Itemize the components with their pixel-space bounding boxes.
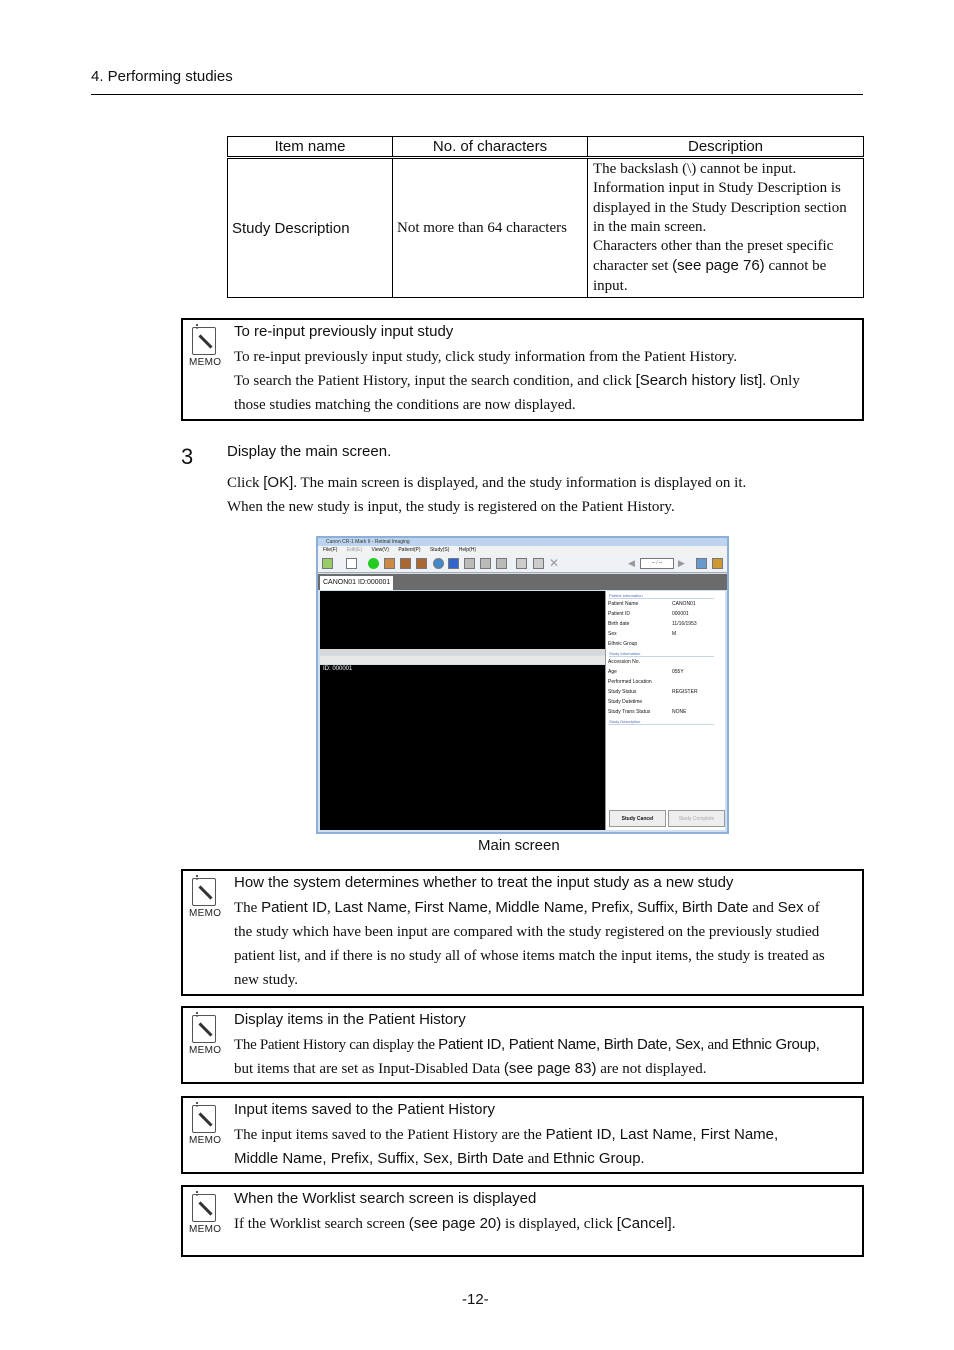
- field-names: Patient ID, Patient Name, Birth Date, Sex,: [438, 1036, 705, 1053]
- memo-label: MEMO: [189, 1045, 222, 1056]
- tool-icon[interactable]: [464, 558, 475, 569]
- memo-line: [234, 1123, 859, 1147]
- viewer-id-label: ID: 000001: [323, 666, 353, 672]
- page-reference: (see page 83): [503, 1060, 597, 1077]
- capture-status-icon[interactable]: [368, 558, 379, 569]
- print-icon[interactable]: [516, 558, 527, 569]
- field-name: Patient ID: [261, 899, 327, 916]
- col-header-item-name: Item name: [228, 137, 393, 158]
- viewer-scrollbar[interactable]: [320, 649, 605, 655]
- memo-text: ,: [674, 900, 682, 916]
- memo-line: [234, 369, 859, 393]
- export-icon[interactable]: [533, 558, 544, 569]
- table-header-row: [228, 137, 864, 158]
- info-row: [606, 599, 725, 609]
- study-info-section-title: Study Information: [609, 651, 714, 657]
- menu-edit[interactable]: Edit(E): [346, 547, 363, 553]
- memo-icon: [189, 327, 221, 368]
- layout-3-icon[interactable]: [416, 558, 427, 569]
- memo-text: The: [234, 900, 262, 916]
- memo-text: and: [704, 1037, 732, 1053]
- info-row: [606, 609, 725, 619]
- memo-text: and: [523, 1151, 554, 1167]
- step-number: 3: [181, 444, 194, 469]
- info-value: 055Y: [672, 669, 684, 675]
- menu-patient[interactable]: Patient(P): [398, 547, 421, 553]
- screenshot-caption: Main screen: [478, 837, 560, 854]
- memo-line: patient list, and if there is no study all of whose items match the input items, the study is treated as: [234, 948, 825, 964]
- table-row: [228, 158, 864, 298]
- patient-tab-bar: [318, 574, 727, 590]
- item-table: [227, 136, 864, 298]
- step-text: . The main screen is displayed, and the study information is displayed on it.: [293, 475, 747, 491]
- desc-line: [593, 256, 858, 276]
- memo-text: .: [671, 1216, 676, 1232]
- menu-bar: [318, 546, 727, 555]
- info-label: Performed Location: [608, 679, 652, 685]
- info-value: NONE: [672, 709, 687, 715]
- step-line: When the new study is input, the study is registered on the Patient History.: [227, 499, 675, 515]
- info-row: [606, 707, 725, 717]
- desc-line: The backslash (\) cannot be input.: [593, 160, 797, 177]
- memo-label: MEMO: [189, 1135, 222, 1146]
- memo-title: Input items saved to the Patient History: [234, 1101, 495, 1118]
- info-value: 000001: [672, 611, 689, 617]
- menu-help[interactable]: Help(H): [458, 547, 477, 553]
- memo-label: MEMO: [189, 357, 222, 368]
- memo-text: If the Worklist search screen: [234, 1216, 409, 1232]
- info-row: [606, 677, 725, 687]
- memo-new-study-determination: [181, 869, 864, 996]
- memo-text: The input items saved to the Patient History are the: [234, 1127, 546, 1143]
- memo-body: [234, 1033, 859, 1081]
- memo-text: of: [803, 900, 820, 916]
- field-name: First Name: [414, 899, 488, 916]
- memo-saved-input-items: [181, 1096, 864, 1174]
- layout-1-icon[interactable]: [384, 558, 395, 569]
- desc-text: cannot be: [764, 258, 827, 275]
- step-text: Click: [227, 475, 264, 491]
- memo-line: [234, 896, 859, 920]
- viewer-toolbar: [320, 656, 605, 664]
- thumbnail-viewer: [320, 591, 605, 649]
- memo-icon: [189, 1194, 221, 1235]
- desc-line: displayed in the Study Description section: [593, 199, 847, 216]
- layout-2-icon[interactable]: [400, 558, 411, 569]
- delete-icon[interactable]: ✕: [549, 556, 560, 570]
- memo-label: MEMO: [189, 1224, 222, 1235]
- memo-text: The Patient History can display the: [234, 1037, 439, 1053]
- page-number: -12-: [462, 1291, 489, 1308]
- memo-body: [234, 896, 859, 992]
- memo-body: [234, 1123, 859, 1171]
- worklist-icon[interactable]: [448, 558, 459, 569]
- menu-view[interactable]: View(V): [371, 547, 389, 553]
- toolbar: [318, 555, 727, 573]
- info-label: Study Trans Status: [608, 709, 651, 715]
- memo-icon: [189, 1015, 221, 1056]
- memo-body: [234, 1212, 859, 1236]
- memo-text: ,: [407, 900, 415, 916]
- col-header-description: Description: [588, 137, 864, 158]
- memo-line: those studies matching the conditions are now displayed.: [234, 397, 576, 413]
- info-label: Study Status: [608, 689, 637, 695]
- field-names: Patient ID, Last Name, First Name,: [545, 1126, 779, 1143]
- field-name: Sex: [777, 899, 804, 916]
- info-value: REGISTER: [672, 689, 698, 695]
- step-line: [227, 471, 857, 495]
- info-value: CANON01: [672, 601, 696, 607]
- info-row: [606, 697, 725, 707]
- menu-study[interactable]: Study(S): [429, 547, 450, 553]
- cell-item-name: Study Description: [228, 158, 393, 298]
- memo-text: but items that are set as Input-Disabled Data: [234, 1061, 504, 1077]
- memo-line: To re-input previously input study, click study information from the Patient History.: [234, 349, 738, 365]
- study-description-section-title: Study Description: [609, 719, 714, 725]
- info-label: Birth date: [608, 621, 630, 627]
- memo-text: and: [748, 900, 778, 916]
- memo-patient-history-display: [181, 1006, 864, 1084]
- col-header-characters: No. of characters: [393, 137, 588, 158]
- memo-text: ,: [629, 900, 638, 916]
- cancel-ref: [Cancel]: [616, 1215, 672, 1232]
- desc-line: input.: [593, 277, 628, 294]
- field-names: Middle Name, Prefix, Suffix, Sex, Birth Date: [234, 1150, 524, 1167]
- desc-line: in the main screen.: [593, 218, 707, 235]
- tool-icon[interactable]: [480, 558, 491, 569]
- search-icon[interactable]: [433, 558, 444, 569]
- step-title: Display the main screen.: [227, 443, 392, 460]
- memo-title: How the system determines whether to treat the input study as a new study: [234, 874, 734, 891]
- memo-line: [234, 1057, 859, 1081]
- info-row: [606, 619, 725, 629]
- cell-description: [588, 158, 864, 298]
- info-value: 11/16/1953: [672, 621, 697, 627]
- info-label: Accession No.: [608, 659, 640, 665]
- main-screen-screenshot: [316, 536, 729, 834]
- field-name: Birth Date: [681, 899, 749, 916]
- patient-tab[interactable]: CANON01 ID:000001: [320, 576, 393, 590]
- memo-text: To search the Patient History, input the search condition, and click: [234, 373, 636, 389]
- memo-worklist-search: [181, 1185, 864, 1257]
- memo-label: MEMO: [189, 908, 222, 919]
- memo-title: When the Worklist search screen is displayed: [234, 1190, 537, 1207]
- memo-title: To re-input previously input study: [234, 323, 454, 340]
- new-study-icon[interactable]: [322, 558, 333, 569]
- memo-line: [234, 1212, 859, 1236]
- menu-file[interactable]: File(F): [323, 547, 338, 553]
- field-name: Middle Name: [495, 899, 584, 916]
- info-row: [606, 639, 725, 649]
- page-reference: (see page 20): [408, 1215, 502, 1232]
- image-viewer: [320, 665, 605, 830]
- section-header: 4. Performing studies: [91, 68, 233, 85]
- info-label: Patient Name: [608, 601, 639, 607]
- memo-text: .: [640, 1151, 645, 1167]
- info-label: Ethnic Group: [608, 641, 638, 647]
- memo-text: ,: [487, 900, 496, 916]
- memo-text: is displayed, click: [501, 1216, 617, 1232]
- info-value: M: [672, 631, 677, 637]
- field-name: Prefix: [591, 899, 630, 916]
- info-row: [606, 667, 725, 677]
- settings-icon[interactable]: [696, 558, 707, 569]
- info-row: [606, 687, 725, 697]
- field-name: Ethnic Group,: [731, 1036, 820, 1053]
- info-label: Sex: [608, 631, 617, 637]
- step-body: [227, 471, 857, 519]
- tool-icon[interactable]: [496, 558, 507, 569]
- header-rule: [91, 94, 863, 95]
- memo-title: Display items in the Patient History: [234, 1011, 466, 1028]
- memo-line: [234, 1033, 859, 1057]
- memo-line: the study which have been input are compared with the study registered on the previously studied: [234, 924, 820, 940]
- nav-field[interactable]: -- / --: [640, 558, 674, 569]
- study-cancel-button[interactable]: Study Cancel: [609, 810, 666, 827]
- memo-icon: [189, 878, 221, 919]
- study-info-panel: [605, 591, 725, 830]
- memo-line: new study.: [234, 972, 299, 988]
- page-reference: (see page 76): [672, 257, 765, 275]
- exit-icon[interactable]: [712, 558, 723, 569]
- field-name: Last Name: [334, 899, 407, 916]
- window-titlebar: Canon CR-1 Mark II - Retinal Imaging: [318, 538, 727, 546]
- info-row: [606, 629, 725, 639]
- field-name: Suffix: [637, 899, 675, 916]
- cell-characters: Not more than 64 characters: [393, 158, 588, 298]
- desc-line: Characters other than the preset specific: [593, 238, 834, 255]
- ok-ref: [OK]: [263, 474, 294, 491]
- memo-text: ,: [326, 900, 335, 916]
- memo-text: . Only: [762, 373, 800, 389]
- study-complete-button[interactable]: Study Complete: [668, 810, 725, 827]
- info-label: Patient ID: [608, 611, 630, 617]
- patient-info-section-title: Patient Information: [609, 593, 714, 599]
- memo-icon: [189, 1105, 221, 1146]
- memo-text: ,: [583, 900, 592, 916]
- info-label: Age: [608, 669, 617, 675]
- info-label: Study Datetime: [608, 699, 643, 705]
- memo-line: [234, 1147, 859, 1171]
- memo-text: are not displayed.: [596, 1061, 707, 1077]
- desc-text: character set: [593, 258, 673, 275]
- color-icon[interactable]: [346, 558, 357, 569]
- info-row: [606, 657, 725, 667]
- memo-body: [234, 345, 859, 417]
- field-name: Ethnic Group: [553, 1150, 641, 1167]
- search-history-list-ref: [Search history list]: [635, 372, 763, 389]
- next-icon[interactable]: ▶: [678, 558, 685, 568]
- desc-line: Information input in Study Description is: [593, 180, 841, 197]
- prev-icon[interactable]: ◀: [628, 558, 635, 568]
- memo-reinput-study: [181, 318, 864, 421]
